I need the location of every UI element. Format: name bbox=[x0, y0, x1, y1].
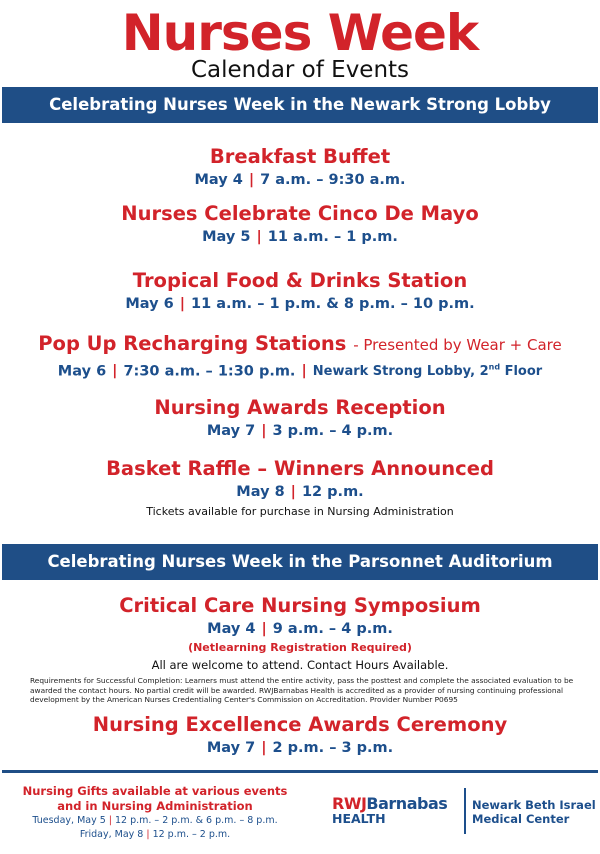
event-date: May 5 bbox=[202, 229, 251, 245]
event-when bbox=[0, 420, 600, 442]
event-when bbox=[0, 357, 600, 383]
event-title: Breakfast Buffet bbox=[209, 145, 391, 168]
event-title: Basket Raffle – Winners Announced bbox=[106, 457, 494, 480]
rwjbarnabas-logo bbox=[332, 795, 460, 825]
logo-barnabas-text: Barnabas bbox=[366, 794, 448, 813]
separator: | bbox=[248, 172, 255, 188]
event-title: Tropical Food & Drinks Station bbox=[132, 269, 468, 292]
fine-print: Requirements for Successful Completion: Learners must attend the entire activity, pass the posttest and complete the associated evaluation to be awarded the contact hours. No partial credit will be awarded. RWJBarnabas Health is accredited as a provider of nursing continuing professional development by the American Nurses Credentialing Center's Commission on Accreditation. Provider Number P0695 bbox=[30, 676, 574, 704]
section-banner-auditorium: Celebrating Nurses Week in the Parsonnet Auditorium bbox=[2, 544, 598, 580]
logo-health-text: HEALTH bbox=[332, 811, 386, 826]
gifts-day: Tuesday, May 5 bbox=[32, 815, 106, 826]
logo-rwj-text: RWJ bbox=[332, 794, 367, 813]
welcome-note: All are welcome to attend. Contact Hours Available. bbox=[151, 658, 449, 672]
section-banner-lobby: Celebrating Nurses Week in the Newark Strong Lobby bbox=[2, 87, 598, 123]
registration-note: (Netlearning Registration Required) bbox=[188, 641, 412, 654]
event-date: May 4 bbox=[207, 621, 256, 637]
event-critical-care-symposium bbox=[0, 594, 600, 674]
page-title: Nurses Week bbox=[121, 4, 479, 62]
event-time: 9 a.m. – 4 p.m. bbox=[272, 621, 393, 637]
separator: | bbox=[290, 484, 296, 500]
event-basket-raffle bbox=[0, 457, 600, 521]
event-title: Nursing Awards Reception bbox=[154, 396, 446, 419]
facility-name bbox=[472, 798, 600, 826]
event-when bbox=[0, 618, 600, 640]
separator: | bbox=[108, 815, 112, 826]
event-nursing-awards-reception bbox=[0, 396, 600, 442]
event-date: May 7 bbox=[206, 740, 256, 756]
event-date: May 7 bbox=[206, 423, 256, 439]
event-time: 7 a.m. – 9:30 a.m. bbox=[260, 172, 406, 188]
event-when bbox=[0, 293, 600, 315]
separator: | bbox=[112, 363, 118, 380]
logo-divider bbox=[464, 788, 466, 834]
event-time: 12 p.m. bbox=[301, 484, 364, 500]
separator: | bbox=[261, 621, 267, 637]
event-time: 11 a.m. – 1 p.m. bbox=[267, 229, 398, 245]
event-when bbox=[0, 169, 600, 191]
event-date: May 4 bbox=[194, 172, 243, 188]
separator: | bbox=[256, 229, 262, 245]
event-excellence-awards bbox=[0, 713, 600, 759]
event-when bbox=[0, 481, 600, 503]
event-breakfast-buffet bbox=[0, 145, 600, 191]
separator: | bbox=[146, 829, 150, 840]
event-title: Nursing Excellence Awards Ceremony bbox=[92, 713, 508, 736]
event-time: 3 p.m. – 4 p.m. bbox=[272, 423, 394, 439]
separator: | bbox=[261, 740, 267, 756]
event-date: May 8 bbox=[236, 484, 285, 500]
event-when bbox=[0, 226, 600, 248]
gifts-schedule-1 bbox=[2, 814, 308, 828]
event-time: 7:30 a.m. – 1:30 p.m. bbox=[123, 363, 296, 380]
nursing-gifts-info bbox=[2, 784, 308, 842]
event-location-text: Newark Strong Lobby, 2 bbox=[312, 364, 489, 380]
page-subtitle: Calendar of Events bbox=[190, 57, 410, 83]
gifts-day: Friday, May 8 bbox=[79, 829, 144, 840]
facility-line-2: Medical Center bbox=[472, 812, 570, 826]
gifts-times: 12 p.m. – 2 p.m. bbox=[152, 829, 231, 840]
gifts-schedule-2 bbox=[2, 828, 308, 842]
separator: | bbox=[261, 423, 267, 439]
gifts-heading-2: and in Nursing Administration bbox=[57, 799, 253, 813]
event-cinco-de-mayo bbox=[0, 202, 600, 248]
event-location-sup: nd bbox=[488, 363, 501, 372]
facility-line-1: Newark Beth Israel bbox=[472, 798, 596, 812]
event-note: Tickets available for purchase in Nursing Administration bbox=[146, 505, 454, 518]
event-title: Critical Care Nursing Symposium bbox=[119, 594, 481, 617]
gifts-times: 12 p.m. – 2 p.m. & 6 p.m. – 8 p.m. bbox=[114, 815, 278, 826]
event-location-end: Floor bbox=[500, 364, 543, 380]
separator: | bbox=[301, 363, 307, 380]
event-title-text: Pop Up Recharging Stations bbox=[38, 332, 347, 355]
separator: | bbox=[179, 296, 186, 312]
event-presenter: - Presented by Wear + Care bbox=[353, 336, 562, 354]
event-tropical-food bbox=[0, 269, 600, 315]
gifts-heading-1: Nursing Gifts available at various events bbox=[22, 784, 288, 798]
event-time: 11 a.m. – 1 p.m. & 8 p.m. – 10 p.m. bbox=[191, 296, 475, 312]
event-time: 2 p.m. – 3 p.m. bbox=[272, 740, 394, 756]
event-location bbox=[313, 364, 542, 379]
event-date: May 6 bbox=[57, 363, 107, 380]
event-pop-up-recharging bbox=[0, 332, 600, 383]
event-title bbox=[0, 332, 600, 357]
event-title: Nurses Celebrate Cinco De Mayo bbox=[121, 202, 479, 225]
footer-divider bbox=[2, 770, 598, 773]
logo-wordmark bbox=[332, 795, 460, 812]
event-when bbox=[0, 737, 600, 759]
event-date: May 6 bbox=[125, 296, 174, 312]
